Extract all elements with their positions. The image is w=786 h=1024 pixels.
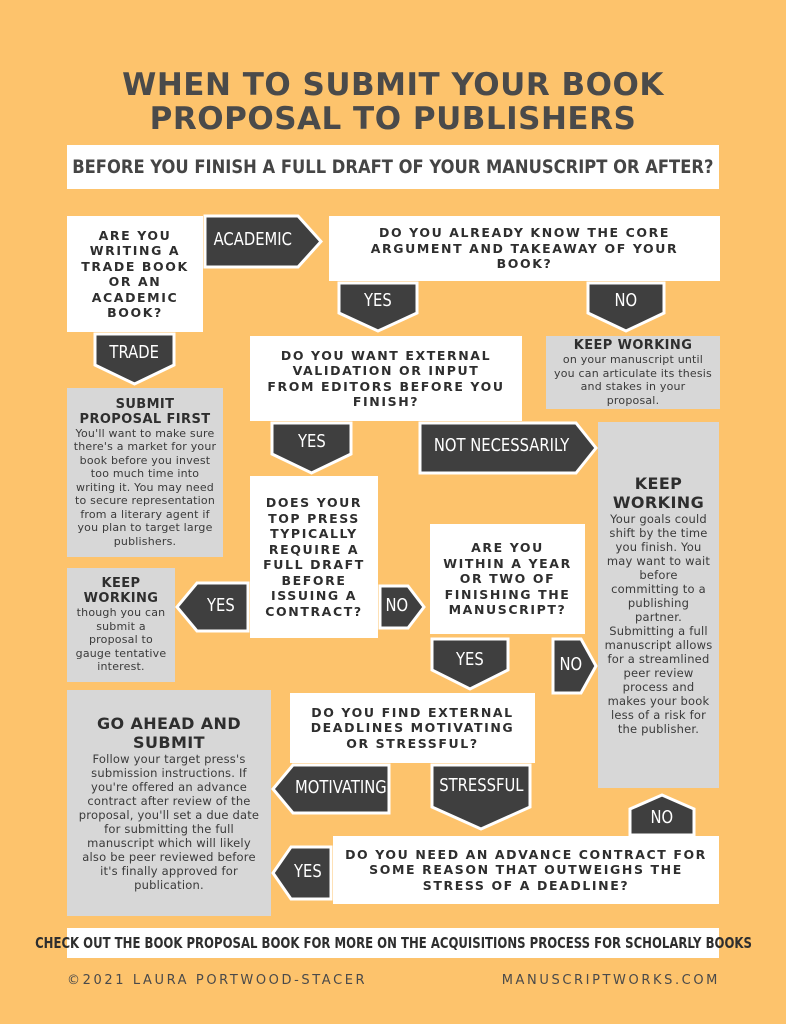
copyright: ©2021 LAURA PORTWOOD-STACER (67, 973, 368, 988)
question-text: DO YOU ALREADY KNOW THE CORE ARGUMENT AND TAKEAWAY OF YOUR BOOK? (370, 225, 679, 272)
arrow-yes-validation (270, 421, 353, 475)
page-title (0, 68, 786, 136)
answer-heading: SUBMIT PROPOSAL FIRST (79, 396, 211, 427)
subtitle: BEFORE YOU FINISH A FULL DRAFT OF YOUR MANUSCRIPT OR AFTER? (72, 156, 714, 178)
answer-heading: GO AHEAD AND SUBMIT (96, 714, 242, 752)
arrow-label: STRESSFUL (439, 775, 524, 796)
answer-go-ahead-submit (67, 690, 271, 916)
title-line-2: PROPOSAL TO PUBLISHERS (149, 101, 637, 137)
arrow-no-top-press (378, 584, 426, 630)
answer-text: though you can submit a proposal to gauge tentative interest. (75, 606, 167, 674)
arrow-stressful (430, 763, 532, 831)
question-advance-contract (333, 836, 719, 904)
arrow-trade (93, 332, 176, 386)
answer-keep-working-goals (598, 422, 719, 788)
answer-heading: KEEP WORKING (573, 338, 693, 353)
question-text: ARE YOU WRITING A TRADE BOOK OR AN ACADEMIC BOOK? (81, 227, 189, 320)
arrow-label: YES (297, 431, 326, 452)
answer-text: You'll want to make sure there's a market for your book before you invest too much time into writing it. You may need to secure representation from a literary agent if you plan to target large publishers. (73, 426, 217, 548)
answer-text: on your manuscript until you can articulate its thesis and stakes in your proposal. (554, 353, 712, 407)
answer-text: Follow your target press's submission instructions. If you're offered an advance contract after review of the proposal, you'll set a due date for submitting the full manuscript which will likely also be peer reviewed before it's finally approved for publication. (78, 752, 260, 892)
subtitle-banner (67, 145, 719, 189)
arrow-label: YES (456, 649, 484, 670)
arrow-not-necessarily (418, 421, 598, 475)
arrow-yes-top-press (175, 581, 250, 633)
answer-heading: KEEP WORKING (612, 474, 705, 512)
arrow-no-core-argument (586, 281, 666, 333)
arrow-label: NO (559, 654, 583, 675)
arrow-academic (203, 214, 323, 269)
arrow-label: NO (385, 595, 409, 616)
arrow-label: ACADEMIC (213, 229, 293, 250)
question-year-or-two (430, 524, 585, 634)
footer-banner (34, 928, 752, 958)
arrow-motivating (271, 763, 391, 815)
arrow-label: MOTIVATING (295, 777, 387, 798)
question-core-argument (329, 216, 720, 281)
arrow-label: NOT NECESSARILY (434, 435, 570, 456)
question-trade-or-academic (67, 216, 203, 332)
answer-submit-proposal-first (67, 388, 223, 557)
answer-keep-working-gauge (67, 568, 175, 682)
question-text: DOES YOUR TOP PRESS TYPICALLY REQUIRE A FULL DRAFT BEFORE ISSUING A CONTRACT? (263, 495, 365, 619)
arrow-no-year-or-two (551, 637, 598, 695)
answer-heading: KEEP WORKING (83, 576, 159, 607)
question-text: DO YOU WANT EXTERNAL VALIDATION OR INPUT FROM EDITORS BEFORE YOU FINISH? (267, 347, 505, 409)
website-link[interactable]: MANUSCRIPTWORKS.COM (501, 973, 720, 988)
arrow-label: NO (614, 290, 638, 311)
question-text: DO YOU NEED AN ADVANCE CONTRACT FOR SOME REASON THAT OUTWEIGHS THE STRESS OF A DEADLINE? (345, 846, 707, 893)
arrow-label: YES (364, 290, 392, 311)
question-deadlines (290, 693, 535, 763)
arrow-no-advance (628, 793, 696, 837)
title-line-1: WHEN TO SUBMIT YOUR BOOK (122, 67, 664, 103)
question-text: DO YOU FIND EXTERNAL DEADLINES MOTIVATING OR STRESSFUL? (310, 704, 515, 751)
arrow-label: NO (650, 807, 674, 828)
arrow-label: YES (294, 861, 322, 882)
answer-text: Your goals could shift by the time you finish. You may want to wait before committing to a publishing partner. Submitting a full manuscript allows for a streamlined peer review process and makes your book less of a risk for the publisher. (604, 512, 713, 736)
arrow-yes-advance (271, 845, 333, 901)
arrow-label: TRADE (109, 342, 160, 363)
arrow-yes-core-argument (337, 281, 419, 333)
question-top-press (250, 476, 378, 638)
footer-text: CHECK OUT THE BOOK PROPOSAL BOOK FOR MORE ON THE ACQUISITIONS PROCESS FOR SCHOLARLY BOOKS (34, 934, 752, 952)
question-validation (250, 336, 522, 421)
arrow-label: YES (206, 595, 235, 616)
question-text: ARE YOU WITHIN A YEAR OR TWO OF FINISHING THE MANUSCRIPT? (443, 540, 572, 618)
arrow-yes-year-or-two (430, 637, 510, 691)
answer-keep-working-articulate (546, 336, 720, 409)
